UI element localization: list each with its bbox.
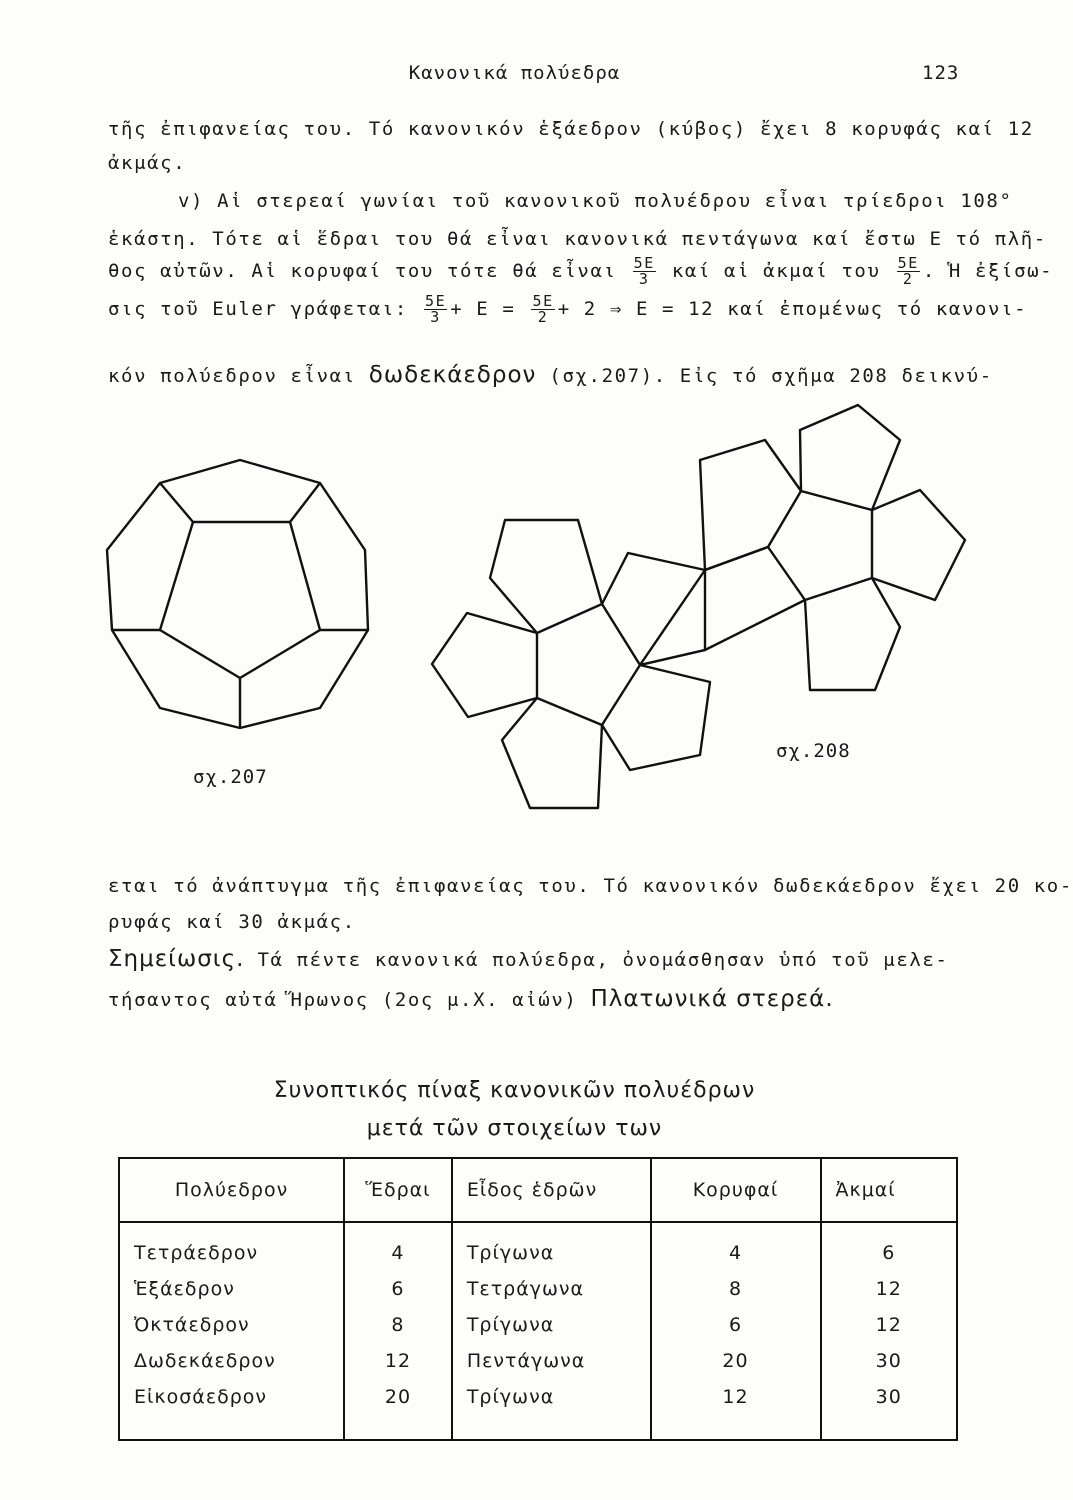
body-line-9: ρυφάς καί 30 ἀκμάς. <box>108 911 356 933</box>
petal-bottom-right <box>602 665 710 770</box>
figure-208-caption: σχ.208 <box>776 740 851 762</box>
fraction-5e-over-2 <box>531 294 554 325</box>
body-line-3: v) Αἱ στερεαί γωνίαι τοῦ κανονικοῦ πολυέδρου εἶναι τρίεδροι 108° <box>178 190 1013 212</box>
cell-face-type: Τρίγωνα <box>452 1379 651 1440</box>
line7-text-a: κόν πολύεδρον εἶναι <box>108 365 356 387</box>
petal-left-top <box>490 520 602 633</box>
table-row <box>119 1379 957 1440</box>
line6-text-b: + Ε = <box>450 298 516 320</box>
edge-top-right <box>290 483 320 522</box>
line7-text-b: (σχ.207). Εἰς τό σχῆμα 208 δεικνύ- <box>549 365 993 387</box>
petal-bottom <box>502 698 602 808</box>
note-label: Σημείωσις. <box>108 946 245 972</box>
cell-face-type: Τετράγωνα <box>452 1271 651 1307</box>
table-row <box>119 1343 957 1379</box>
fraction-5e-over-3 <box>633 256 656 287</box>
cell-vertices: 6 <box>651 1307 821 1343</box>
cell-vertices: 20 <box>651 1343 821 1379</box>
line6-text-a: σις τοῦ Euler γράφεται: <box>108 298 408 320</box>
petal-right-top-left <box>700 440 801 570</box>
cell-vertices: 4 <box>651 1222 821 1271</box>
cell-faces: 4 <box>344 1222 452 1271</box>
outer-decagon <box>107 460 368 728</box>
cell-edges: 12 <box>821 1271 958 1307</box>
figure-207-dodecahedron <box>95 440 395 750</box>
petal-right-top <box>800 405 900 510</box>
line11-text-a: τήσαντος αὐτά Ἥρωνος (2ος μ.Χ. αἰών) <box>108 989 578 1011</box>
cell-face-type: Τρίγωνα <box>452 1307 651 1343</box>
cell-edges: 30 <box>821 1379 958 1440</box>
frac-den: 3 <box>430 308 441 326</box>
table-row <box>119 1307 957 1343</box>
frac-den: 2 <box>902 270 914 288</box>
cell-faces: 12 <box>344 1343 452 1379</box>
cell-polyhedron: Ὀκτάεδρον <box>119 1307 344 1343</box>
cell-vertices: 8 <box>651 1271 821 1307</box>
line5-text-c: . Ἡ ἐξίσω- <box>922 260 1054 282</box>
body-line-6 <box>108 294 1027 325</box>
frac-num: 5Ε <box>897 254 919 272</box>
edge-top-left <box>160 483 193 522</box>
header-polyhedron: Πολύεδρον <box>119 1158 344 1222</box>
line5-text-a: θος αὐτῶν. Αἱ κορυφαί του τότε θά εἶναι <box>108 260 617 282</box>
petal-left-bottom <box>432 613 537 717</box>
cell-face-type: Πεντάγωνα <box>452 1343 651 1379</box>
cell-edges: 30 <box>821 1343 958 1379</box>
body-line-7 <box>108 362 993 388</box>
header-edges: Ἀκμαί <box>821 1158 958 1222</box>
body-line-1: τῆς ἐπιφανείας του. Τό κανονικόν ἑξάεδρον (κύβος) ἔχει 8 κορυφάς καί 12 <box>108 118 1034 140</box>
running-header-title: Κανονικά πολύεδρα <box>408 62 621 84</box>
petal-right-right <box>872 490 965 600</box>
body-line-4: ἑκάστη. Τότε αἱ ἕδραι του θά εἶναι κανονικά πεντάγωνα καί ἔστω Ε τό πλῆ- <box>108 228 1047 250</box>
table-title-line-1: Συνοπτικός πίναξ κανονικῶν πολυέδρων <box>273 1078 756 1103</box>
frac-den: 2 <box>537 308 549 326</box>
fraction-5e-over-2 <box>897 256 920 287</box>
polyhedra-summary-table <box>118 1157 958 1441</box>
cell-polyhedron: Εἰκοσάεδρον <box>119 1379 344 1440</box>
platonic-solids-term: Πλατωνικά στερεά. <box>590 986 834 1012</box>
note-text: Τά πέντε κανονικά πολύεδρα, ὀνομάσθησαν ὑπό τοῦ μελε- <box>257 949 949 971</box>
line5-text-b: καί αἱ ἀκμαί του <box>671 260 881 282</box>
table-row <box>119 1222 957 1271</box>
cell-polyhedron: Δωδεκάεδρον <box>119 1343 344 1379</box>
left-center-pentagon <box>537 604 640 725</box>
cell-face-type: Τρίγωνα <box>452 1222 651 1271</box>
figure-208-dodecahedron-net <box>440 395 970 820</box>
table-header-row <box>119 1158 957 1222</box>
header-vertices: Κορυφαί <box>651 1158 821 1222</box>
cell-edges: 12 <box>821 1307 958 1343</box>
body-line-11 <box>108 986 834 1012</box>
cell-edges: 6 <box>821 1222 958 1271</box>
body-line-5 <box>108 256 1053 287</box>
figure-207-caption: σχ.207 <box>193 766 268 788</box>
page-number: 123 <box>922 62 960 84</box>
header-face-type: Εἶδος ἑδρῶν <box>452 1158 651 1222</box>
header-faces: Ἕδραι <box>344 1158 452 1222</box>
cell-vertices: 12 <box>651 1379 821 1440</box>
cell-faces: 8 <box>344 1307 452 1343</box>
connector-upper <box>602 553 705 665</box>
cell-polyhedron: Ἑξάεδρον <box>119 1271 344 1307</box>
inner-pentagon <box>160 522 320 678</box>
cell-faces: 20 <box>344 1379 452 1440</box>
frac-den: 3 <box>638 270 650 288</box>
line6-text-c: + 2 ⇒ Ε = 12 καί ἐπομένως τό κανονι- <box>557 298 1028 320</box>
body-line-8: εται τό ἀνάπτυγμα τῆς ἐπιφανείας του. Τό κανονικόν δωδεκάεδρον ἔχει 20 κο- <box>108 875 1073 897</box>
body-line-10 <box>108 946 949 972</box>
body-line-2: ἀκμάς. <box>108 152 187 174</box>
petal-right-bottom <box>805 578 900 690</box>
frac-num: 5Ε <box>633 254 655 272</box>
dodecahedron-term: δωδεκάεδρον <box>368 362 537 388</box>
frac-num: 5Ε <box>424 292 447 310</box>
fraction-5e-over-3 <box>424 294 447 325</box>
cell-faces: 6 <box>344 1271 452 1307</box>
table-row <box>119 1271 957 1307</box>
frac-num: 5Ε <box>532 292 554 310</box>
table-title-line-2: μετά τῶν στοιχείων των <box>366 1116 663 1141</box>
cell-polyhedron: Τετράεδρον <box>119 1222 344 1271</box>
